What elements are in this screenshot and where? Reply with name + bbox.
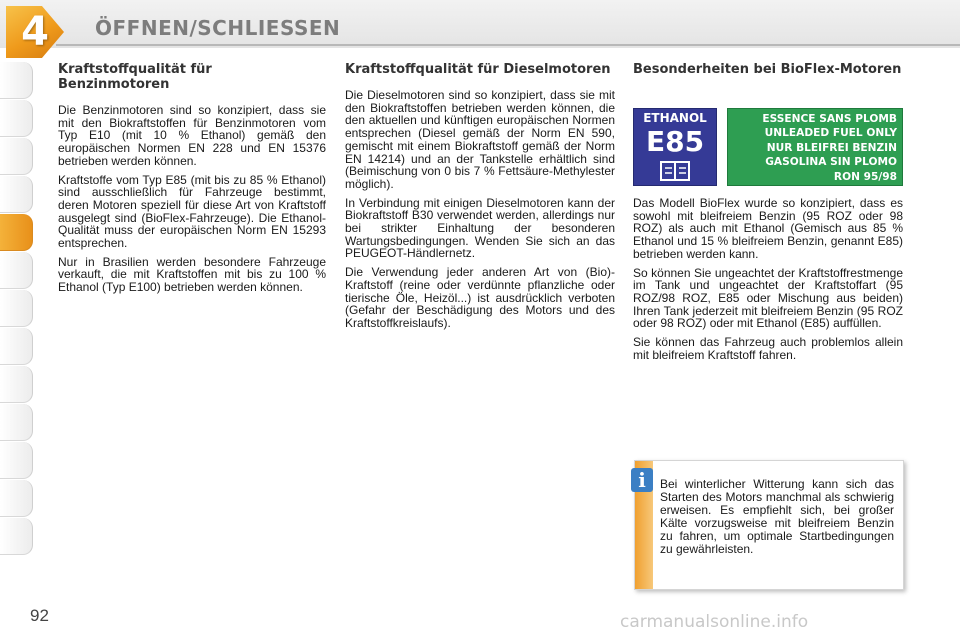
chapter-tab-10[interactable] [0, 404, 33, 441]
info-icon: i [631, 468, 653, 492]
section-title: ÖFFNEN/SCHLIESSEN [95, 16, 341, 40]
bioflex-paragraph: Das Modell BioFlex wurde so konzipiert, dass es sowohl mit bleifreiem Benzin (95 ROZ oder 98 ROZ) als auch mit Ethanol (Gemisch aus 85 % Ethanol und 15 % bleifreiem Benzin, genannt E85) betrieben werden kann. [633, 196, 903, 261]
chapter-tab-2[interactable] [0, 100, 33, 137]
diesel-heading: Kraftstoffqualität für Dieselmotoren [345, 62, 611, 77]
e85-label-main: E85 [645, 125, 705, 158]
fuel-label-line: GASOLINA SIN PLOMO [765, 156, 897, 169]
chapter-tab-7[interactable] [0, 290, 33, 327]
e85-label-top: ETHANOL [643, 111, 707, 125]
petrol-heading: Kraftstoffqualität für Benzinmotoren [58, 62, 212, 92]
petrol-paragraph: Nur in Brasilien werden besondere Fahrzeuge verkauft, die mit Kraftstoffen mit bis zu 100 % Ethanol (Typ E100) betrieben werden können. [58, 254, 326, 295]
petrol-paragraph: Die Benzinmotoren sind so konzipiert, dass sie mit den Biokraftstoffen für Benzinmotoren vom Typ E10 (mit 10 % Ethanol) gemäß den europäischen Normen EN 228 und EN 15376 betrieben werden können. [58, 103, 326, 168]
e85-ethanol-label [633, 108, 717, 186]
fuel-labels [633, 108, 905, 186]
fuel-label-line: NUR BLEIFREI BENZIN [766, 141, 897, 154]
fuel-label-line: UNLEADED FUEL ONLY [764, 127, 897, 140]
chapter-tab-11[interactable] [0, 442, 33, 479]
bioflex-heading: Besonderheiten bei BioFlex-Motoren [633, 62, 902, 77]
manual-book-icon [660, 161, 690, 181]
chapter-tab-12[interactable] [0, 480, 33, 517]
chapter-tab-3[interactable] [0, 138, 33, 175]
unleaded-fuel-label [727, 108, 903, 186]
chapter-tab-13[interactable] [0, 518, 33, 555]
chapter-tab-6[interactable] [0, 252, 33, 289]
fuel-label-line: ESSENCE SANS PLOMB [762, 113, 897, 125]
page-number: 92 [30, 606, 49, 625]
chapter-tab-strip [0, 62, 36, 578]
fuel-label-line: RON 95/98 [833, 170, 897, 183]
bioflex-paragraph: So können Sie ungeachtet der Kraftstoffrestmenge im Tank und ungeachtet der Kraftstoffart (95 ROZ/98 ROZ, E85 oder Mischung aus beiden) Ihren Tank jederzeit mit bleifreiem Benzin (95 ROZ oder 98 ROZ) oder mit Ethanol (E85) auffüllen. [633, 265, 903, 331]
watermark: carmanualsonline.info [620, 612, 809, 632]
petrol-fuel-section [58, 62, 326, 300]
diesel-paragraph: In Verbindung mit einigen Dieselmotoren kann der Biokraftstoff B30 verwendet werden, allerdings nur bei strikter Einhaltung der besonderen Wartungsbedingungen. Wenden Sie sich an das PEUGEOT-Händlernetz. [345, 195, 615, 261]
diesel-paragraph: Die Verwendung jeder anderen Art von (Bio)-Kraftstoff (reine oder verdünnte pflanzliche oder tierische Öle, Heizöl...) ist ausdrücklich verboten (Gefahr der Beschädigung des Motors und des Kraftstoffkreislaufs). [345, 265, 615, 330]
petrol-paragraph: Kraftstoffe vom Typ E85 (mit bis zu 85 % Ethanol) sind ausschließlich für Fahrzeuge bestimmt, deren Motoren speziell für diese Art von Kraftstoff ausgelegt sind (BioFlex-Fahrzeuge). Die Ethanol-Qualität muss der europäischen Norm EN 15293 entsprechen. [58, 172, 326, 251]
chapter-tab-9[interactable] [0, 366, 33, 403]
chapter-tab-4[interactable] [0, 176, 33, 213]
header-divider [56, 44, 960, 46]
bioflex-paragraph: Sie können das Fahrzeug auch problemlos allein mit bleifreiem Kraftstoff fahren. [633, 335, 903, 362]
chapter-tab-8[interactable] [0, 328, 33, 365]
diesel-paragraph: Die Dieselmotoren sind so konzipiert, dass sie mit den Biokraftstoffen betrieben werden können, die den aktuellen und künftigen europäischen Normen entsprechen (Diesel gemäß der Norm EN 590, gemischt mit einem Biokraftstoff gemäß der Norm EN 14214) und an der Tankstelle erhältlich sind (Beimischung von 0 bis 7 % Fettsäure-Methylester möglich). [345, 88, 615, 191]
diesel-fuel-section [345, 62, 615, 336]
chapter-number: 4 [21, 9, 49, 55]
chapter-tab-1[interactable] [0, 62, 33, 99]
info-text: Bei winterlicher Witterung kann sich das Starten des Motors manchmal als schwierig erweisen. Es empfiehlt sich, bei großer Kälte vorzugsweise mit bleifreiem Benzin zu fahren, um optimale Startbedingungen zu gewährleisten. [660, 477, 894, 556]
chapter-tab-active[interactable] [0, 214, 33, 251]
